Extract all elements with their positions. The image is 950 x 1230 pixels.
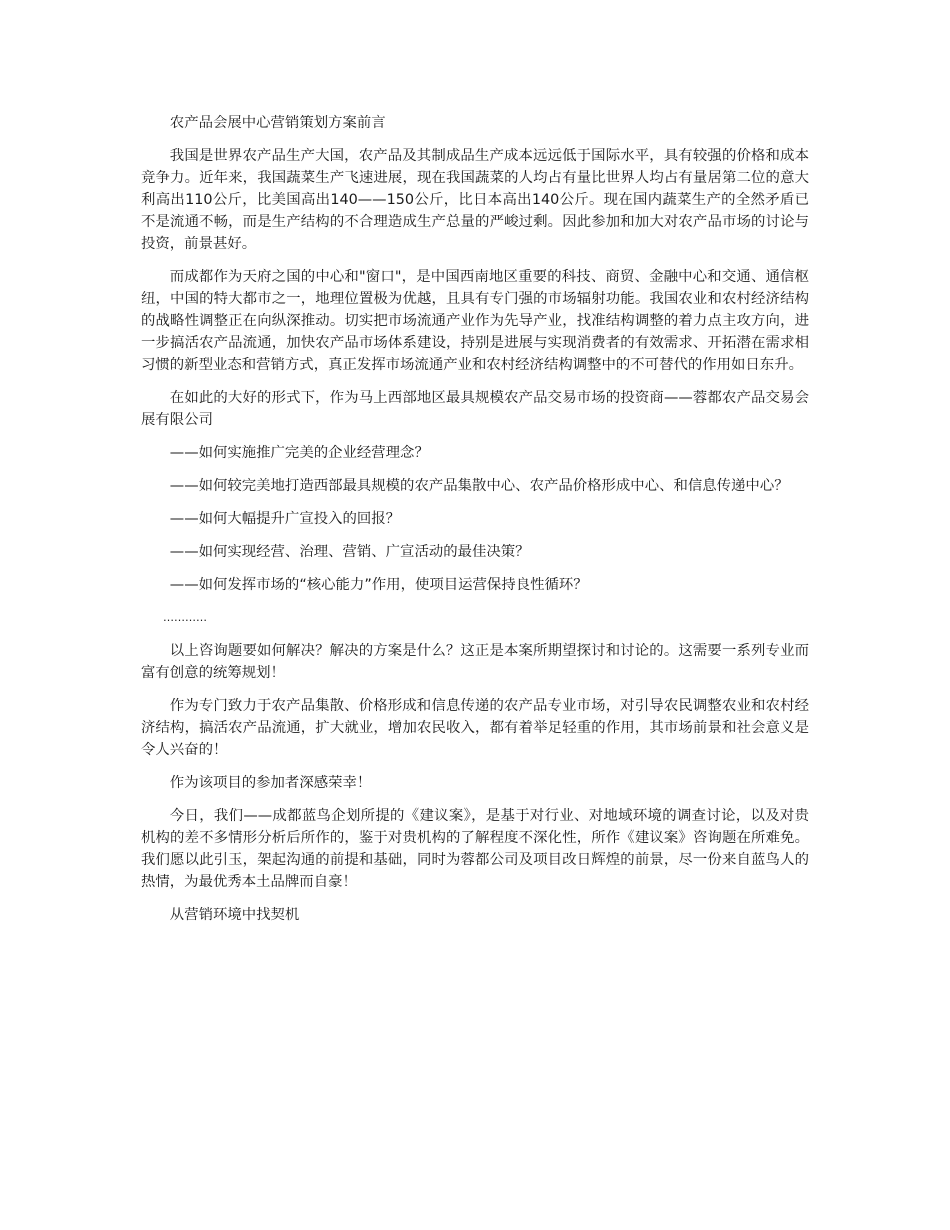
question-item: ——如何较完美地打造西部最具规模的农产品集散中心、农产品价格形成中心、和信息传递中心？ bbox=[169, 478, 789, 494]
ellipsis-line: ………… bbox=[163, 611, 207, 624]
paragraph-intro: 我国是世界农产品生产大国，农产品及其制成品生产成本远远低于国际水平，具有较强的价格和成本竞争力。近年来，我国蔬菜生产飞速进展，现在我国蔬菜的人均占有量比世界人均占有量居第二位的意大利高出110公斤，比美国高出140——150公斤，比日本高出140公斤。现在国内蔬菜生产的全然矛盾已不是流通不畅，而是生产结构的不合理造成生产总量的严峻过剩。因此参加和加大对农产品市场的讨论与投资，前景甚好。 bbox=[141, 148, 809, 252]
question-item: ——如何发挥市场的“核心能力”作用，使项目运营保持良性循环？ bbox=[169, 577, 588, 593]
paragraph-chengdu: 而成都作为天府之国的中心和"窗口"，是中国西南地区重要的科技、商贸、金融中心和交通、通信枢纽，中国的特大都市之一，地理位置极为优越，且具有专门强的市场辐射功能。我国农业和农村经济结构的战略性调整正在向纵深推动。切实把市场流通产业作为先导产业，找准结构调整的着力点主攻方向，进一步搞活农产品流通，加快农产品市场体系建设，持别是进展与实现消费者的有效需求、开拓潜在需求相习惯的新型业态和营销方式，真正发挥市场流通产业和农村经济结构调整中的不可替代的作用如日东升。 bbox=[141, 269, 809, 373]
section-heading: 从营销环境中找契机 bbox=[169, 907, 300, 923]
question-item: ——如何实施推广完美的企业经营理念？ bbox=[169, 445, 429, 461]
paragraph-solution: 以上咨询题要如何解决？解决的方案是什么？这正是本案所期望探讨和讨论的。这需要一系列专业而富有创意的统筹规划！ bbox=[141, 643, 809, 681]
paragraph-honor: 作为该项目的参加者深感荣幸！ bbox=[169, 775, 372, 791]
paragraph-market: 作为专门致力于农产品集散、价格形成和信息传递的农产品专业市场，对引导农民调整农业和农村经济结构，搞活农产品流通，扩大就业，增加农民收入，都有着举足轻重的作用，其市场前景和社会意义是令人兴奋的！ bbox=[141, 698, 809, 758]
document-page bbox=[141, 112, 809, 937]
question-item: ——如何大幅提升广宣投入的回报？ bbox=[169, 511, 401, 527]
question-item: ——如何实现经营、治理、营销、广宣活动的最佳决策？ bbox=[169, 544, 530, 560]
paragraph-investor: 在如此的大好的形式下，作为马上西部地区最具规模农产品交易市场的投资商——蓉都农产品交易会展有限公司 bbox=[141, 390, 809, 428]
paragraph-proposal: 今日，我们——成都蓝鸟企划所提的《建议案》，是基于对行业、对地域环境的调查讨论，以及对贵机构的差不多情形分析后所作的，鉴于对贵机构的了解程度不深化性，所作《建议案》咨询题在所难免。我们愿以此引玉，架起沟通的前提和基础，同时为蓉都公司及项目改日辉煌的前景，尽一份来自蓝鸟人的热情，为最优秀本土品牌而自豪！ bbox=[141, 808, 809, 890]
document-title: 农产品会展中心营销策划方案前言 bbox=[169, 115, 386, 131]
